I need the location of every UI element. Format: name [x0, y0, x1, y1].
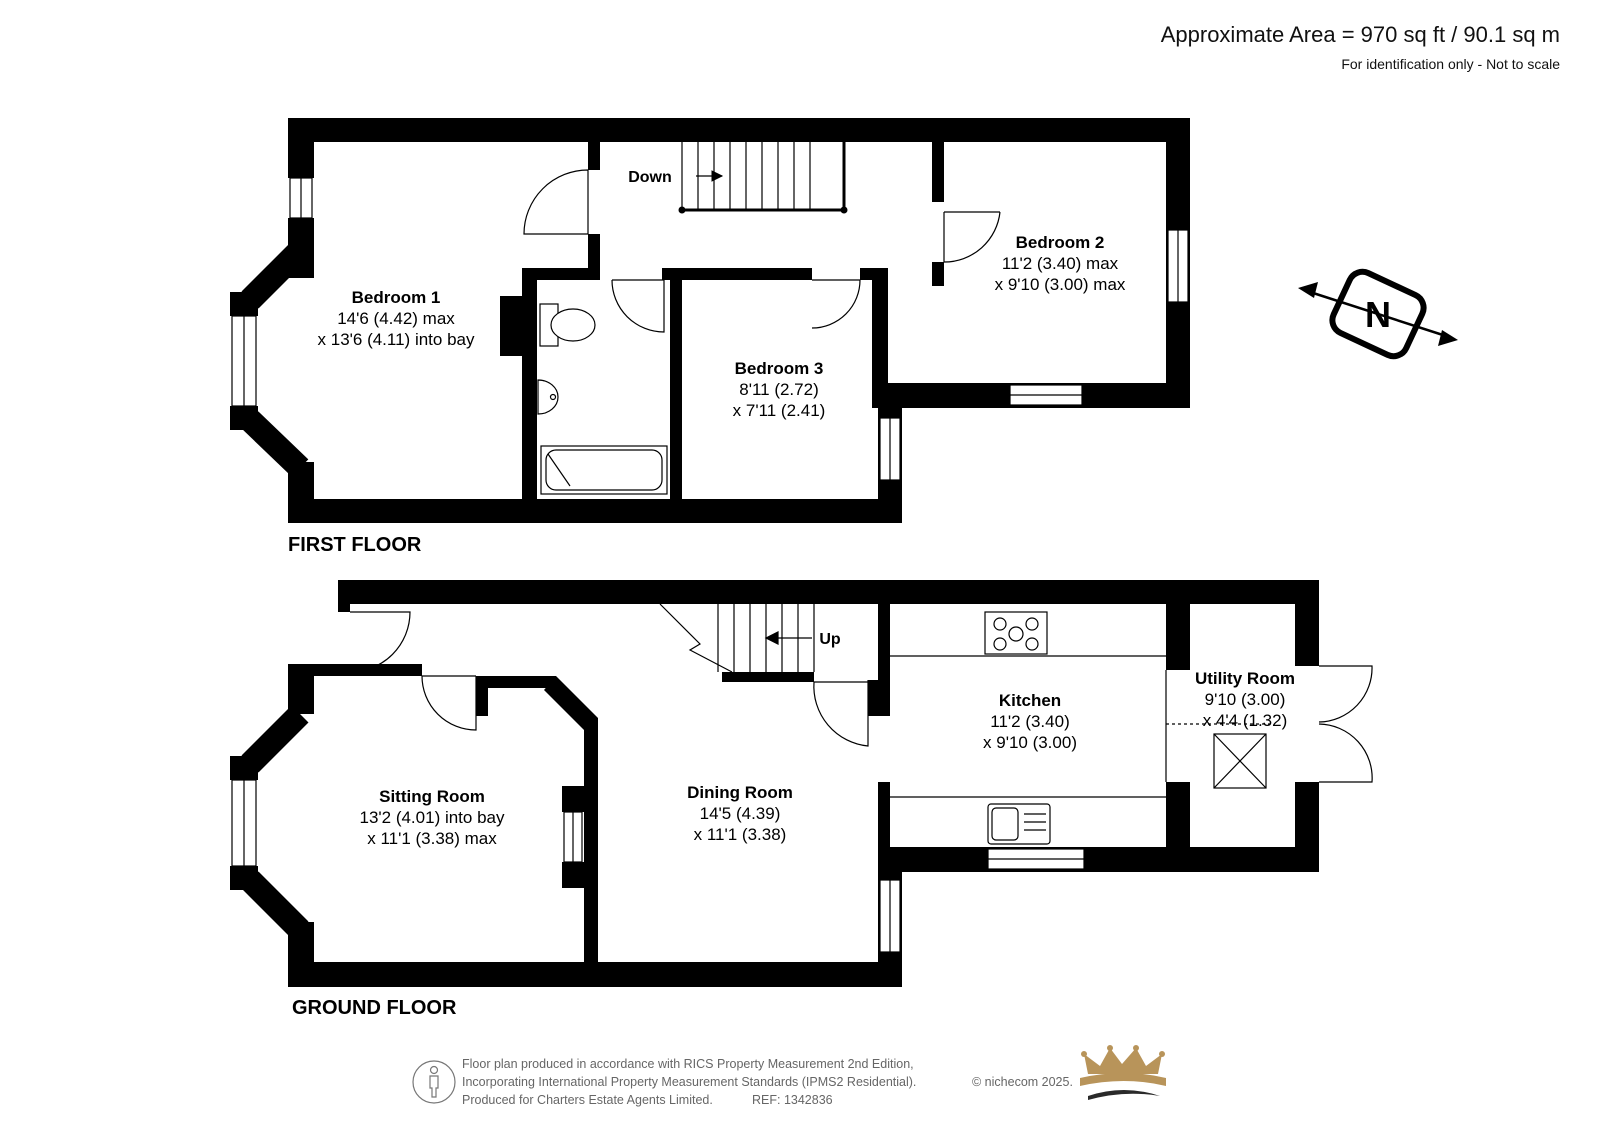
kitchen-dim1: 11'2 (3.40) — [990, 712, 1070, 731]
kitchen-dim2: x 9'10 (3.00) — [983, 733, 1077, 752]
sitting-room-dim2: x 11'1 (3.38) max — [367, 829, 497, 848]
north-compass — [1298, 267, 1458, 361]
ground-floor-label: GROUND FLOOR — [292, 997, 457, 1019]
stairs-up — [660, 604, 814, 672]
bathroom-fixtures — [538, 304, 667, 494]
footer-line2: Incorporating International Property Measurement Standards (IPMS2 Residential). — [462, 1075, 917, 1089]
bedroom1-name: Bedroom 1 — [351, 288, 441, 307]
utility-room-dim1: 9'10 (3.00) — [1204, 690, 1286, 709]
kitchen-name: Kitchen — [998, 691, 1062, 710]
sitting-room-name: Sitting Room — [379, 787, 485, 806]
footer — [413, 1045, 1166, 1107]
bedroom2-name: Bedroom 2 — [1015, 233, 1105, 252]
bedroom2-dim2: x 9'10 (3.00) max — [994, 275, 1126, 294]
scale-note: For identification only - Not to scale — [1341, 56, 1560, 72]
compass-letter: N — [1365, 294, 1391, 335]
bedroom1-dim1: 14'6 (4.42) max — [337, 309, 455, 328]
bedroom3-name: Bedroom 3 — [734, 359, 824, 378]
sitting-room-dim1: 13'2 (4.01) into bay — [359, 808, 505, 827]
sitting-corner-wall — [544, 676, 598, 730]
footer-copyright: © nichecom 2025. — [972, 1075, 1073, 1089]
stairs-down-label: Down — [628, 169, 672, 186]
approximate-area: Approximate Area = 970 sq ft / 90.1 sq m — [1160, 22, 1560, 47]
footer-ref: REF: 1342836 — [752, 1093, 833, 1107]
bedroom3-dim1: 8'11 (2.72) — [739, 380, 819, 399]
dining-room-dim1: 14'5 (4.39) — [699, 804, 781, 823]
first-floor-plan — [230, 118, 1190, 556]
bedroom1-dim2: x 13'6 (4.11) into bay — [317, 330, 475, 349]
footer-line1: Floor plan produced in accordance with RICS Property Measurement 2nd Edition, — [462, 1057, 914, 1071]
person-icon — [413, 1061, 455, 1103]
first-floor-label: FIRST FLOOR — [288, 534, 422, 556]
dining-room-name: Dining Room — [687, 783, 793, 802]
stairs-up-label: Up — [819, 631, 841, 648]
utility-room-dim2: x 4'4 (1.32) — [1202, 711, 1288, 730]
crown-logo — [1080, 1045, 1166, 1100]
stairs-down — [679, 142, 847, 213]
bedroom2-dim1: 11'2 (3.40) max — [1001, 254, 1119, 273]
utility-room-name: Utility Room — [1194, 669, 1296, 688]
dining-room-dim2: x 11'1 (3.38) — [693, 825, 787, 844]
ground-floor-plan — [230, 580, 1372, 1019]
footer-line3: Produced for Charters Estate Agents Limited. — [462, 1093, 713, 1107]
bedroom3-dim2: x 7'11 (2.41) — [732, 401, 826, 420]
first-floor-windows — [232, 178, 1188, 480]
